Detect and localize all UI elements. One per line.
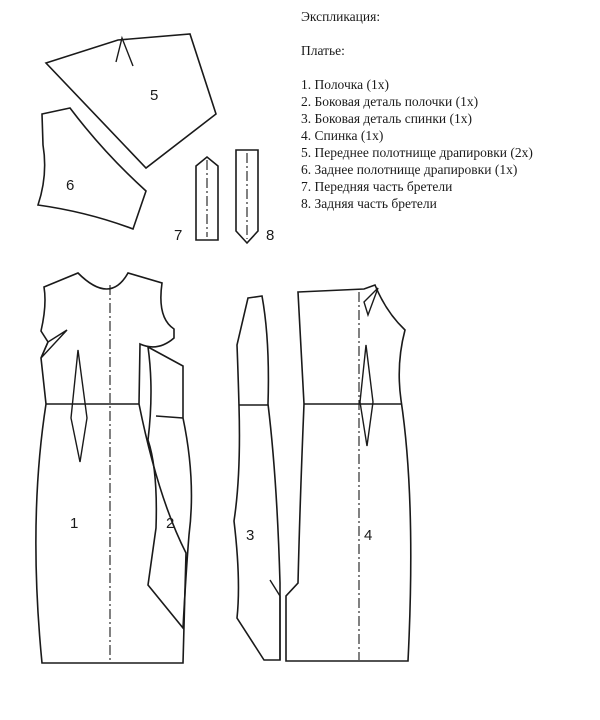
piece-7-label: 7 <box>174 227 183 244</box>
legend-item-3: 3. Боковая деталь спинки (1х) <box>301 111 473 126</box>
piece-2-label: 2 <box>166 515 175 532</box>
piece-6-label: 6 <box>66 177 75 194</box>
piece-4-back <box>286 285 411 661</box>
legend-item-1: 1. Полочка (1х) <box>301 77 389 92</box>
legend-item-4: 4. Спинка (1х) <box>301 128 384 143</box>
piece-8-back-strap <box>236 150 274 244</box>
piece-7-front-strap <box>174 157 218 244</box>
piece-8-label: 8 <box>266 227 275 244</box>
piece-3-back-side-panel <box>234 296 280 660</box>
legend-subtitle: Платье: <box>301 43 345 58</box>
legend-item-6: 6. Заднее полотнище драпировки (1х) <box>301 162 518 177</box>
piece-5-label: 5 <box>150 87 159 104</box>
piece-3-label: 3 <box>246 527 255 544</box>
piece-4-label: 4 <box>364 527 373 544</box>
piece-1-label: 1 <box>70 515 79 532</box>
legend-item-8: 8. Задняя часть бретели <box>301 196 437 211</box>
piece-2-front-side-panel <box>148 347 191 628</box>
legend-item-7: 7. Передняя часть бретели <box>301 179 453 194</box>
legend-item-5: 5. Переднее полотнище драпировки (2х) <box>301 145 533 160</box>
piece-6-back-drape-panel <box>38 108 146 229</box>
legend-item-2: 2. Боковая деталь полочки (1х) <box>301 94 479 109</box>
piece-5-front-drape-panel <box>46 34 216 168</box>
legend-title: Экспликация: <box>301 9 381 24</box>
